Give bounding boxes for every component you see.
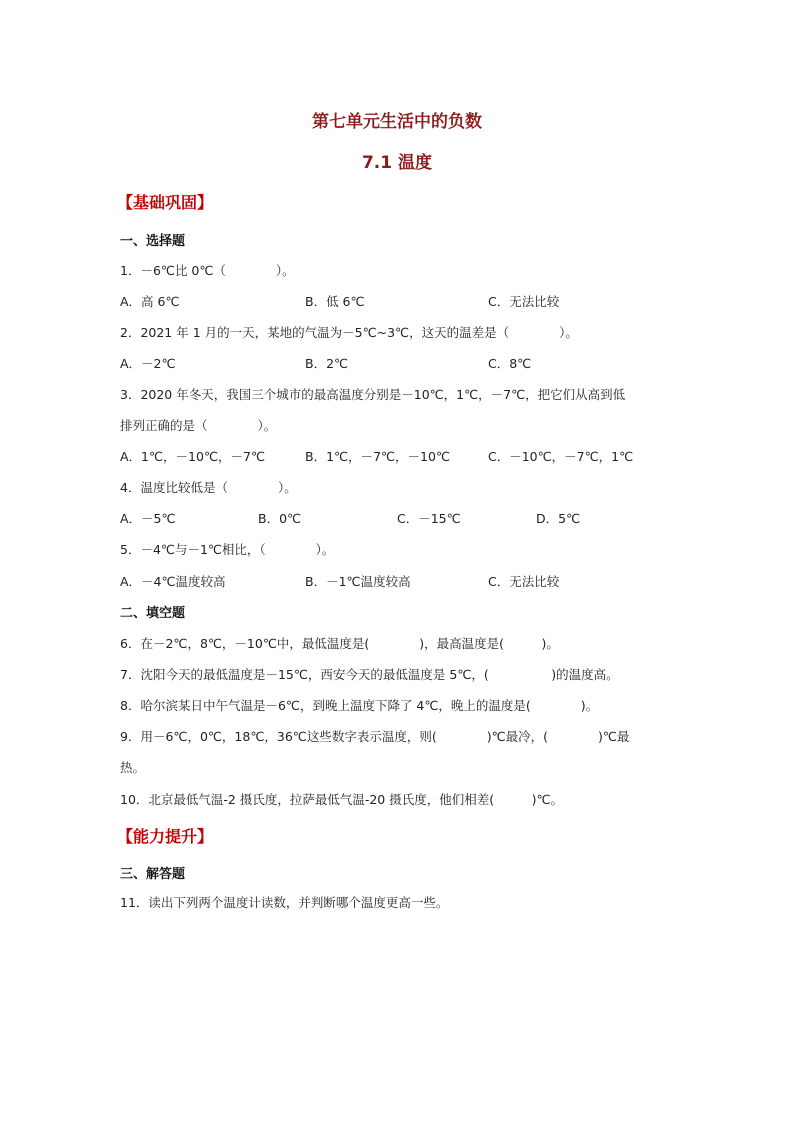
q3-option-c: C．－10℃，－7℃，1℃ (488, 449, 634, 464)
heading-answer: 三、解答题 (120, 867, 186, 882)
question-2: 2．2021 年 1 月的一天，某地的气温为－5℃~3℃，这天的温差是（ ）。 (120, 325, 578, 340)
question-9-line-1: 9．用－6℃，0℃，18℃，36℃这些数字表示温度，则( )℃最冷，( )℃最 (120, 729, 630, 744)
q2-option-a: A．－2℃ (120, 356, 176, 371)
q1-option-c: C．无法比较 (488, 294, 560, 309)
question-8: 8．哈尔滨某日中午气温是－6℃，到晚上温度下降了 4℃，晚上的温度是( )。 (120, 698, 599, 713)
q1-option-b: B．低 6℃ (305, 294, 365, 309)
section-basic: 【基础巩固】 (117, 193, 214, 212)
question-5: 5．－4℃与－1℃相比，（ ）。 (120, 542, 335, 557)
q5-option-b: B．－1℃温度较高 (305, 574, 411, 589)
question-3-line-2: 排列正确的是（ ）。 (120, 418, 277, 433)
q4-option-b: B．0℃ (258, 511, 302, 526)
question-10: 10．北京最低气温-2 摄氏度，拉萨最低气温-20 摄氏度，他们相差( )℃。 (120, 792, 564, 807)
question-6: 6．在－2℃，8℃，－10℃中，最低温度是( )，最高温度是( )。 (120, 636, 559, 651)
heading-choice: 一、选择题 (120, 234, 186, 249)
question-4: 4．温度比较低是（ ）。 (120, 480, 297, 495)
q3-option-b: B．1℃，－7℃，－10℃ (305, 449, 451, 464)
page-title: 第七单元生活中的负数 (312, 112, 482, 132)
question-9-line-2: 热。 (120, 760, 146, 775)
q4-option-d: D．5℃ (536, 511, 581, 526)
heading-fill: 二、填空题 (120, 606, 186, 621)
q4-option-a: A．－5℃ (120, 511, 176, 526)
question-3-line-1: 3．2020 年冬天，我国三个城市的最高温度分别是－10℃，1℃，－7℃，把它们从高到低 (120, 387, 626, 402)
section-advanced: 【能力提升】 (117, 827, 214, 846)
q5-option-c: C．无法比较 (488, 574, 560, 589)
q3-option-a: A．1℃，－10℃，－7℃ (120, 449, 265, 464)
q4-option-c: C．－15℃ (397, 511, 461, 526)
q5-option-a: A．－4℃温度较高 (120, 574, 226, 589)
q2-option-c: C．8℃ (488, 356, 532, 371)
question-7: 7．沈阳今天的最低温度是－15℃，西安今天的最低温度是 5℃，( )的温度高。 (120, 667, 619, 682)
q2-option-b: B．2℃ (305, 356, 349, 371)
question-1: 1．－6℃比 0℃（ ）。 (120, 263, 295, 278)
question-11: 11．读出下列两个温度计读数，并判断哪个温度更高一些。 (120, 895, 449, 910)
page-subtitle: 7.1 温度 (361, 153, 433, 173)
q1-option-a: A．高 6℃ (120, 294, 180, 309)
